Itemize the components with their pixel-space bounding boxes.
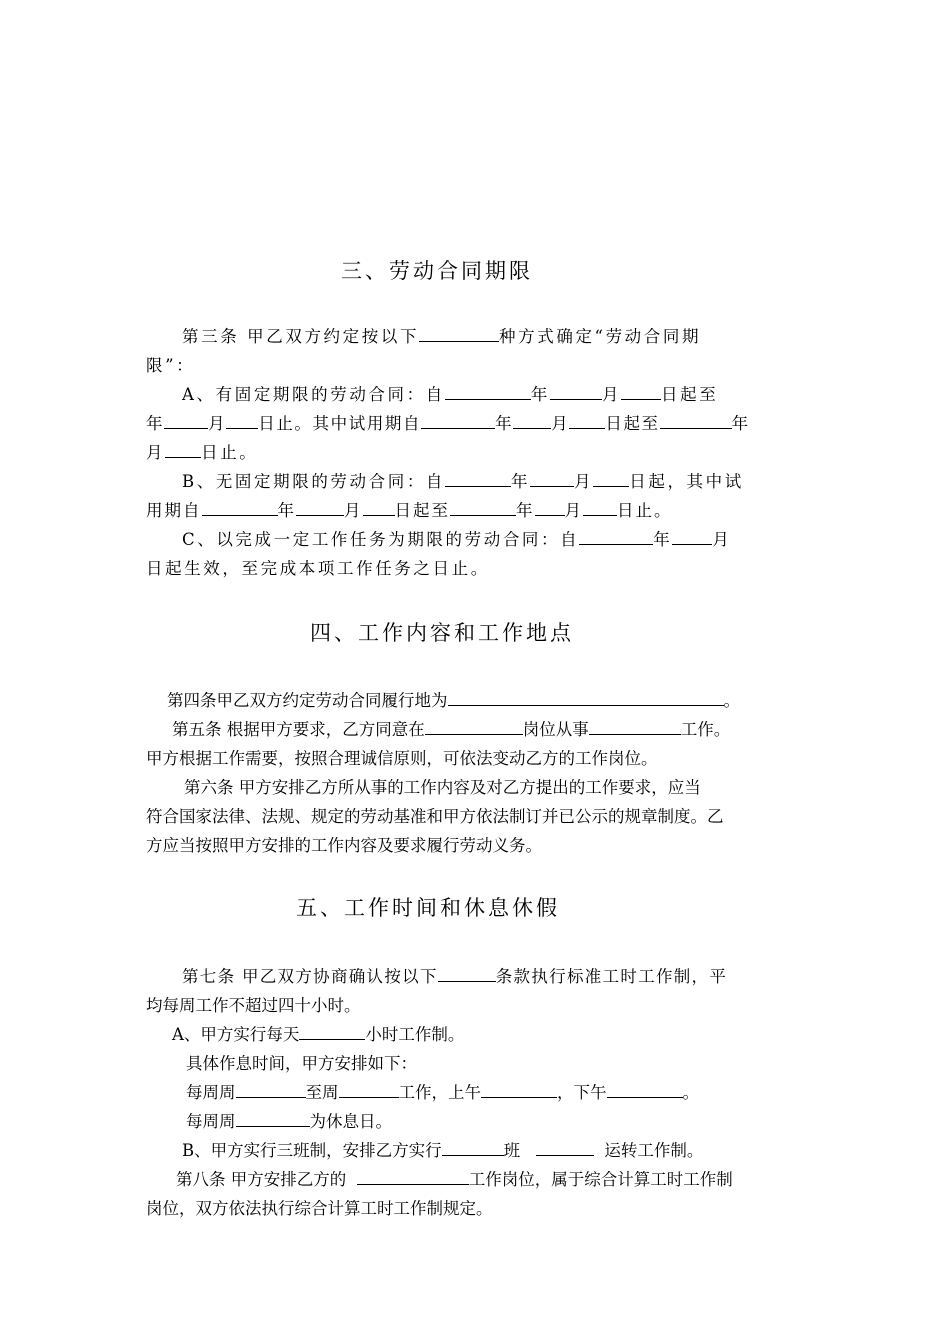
article-8-line-1: 第八条 甲方安排乙方的 工作岗位，属于综合计算工时工作制: [176, 1165, 836, 1194]
blank-position[interactable]: [425, 717, 523, 735]
blank-method[interactable]: [419, 324, 499, 342]
section-3-heading: 三、劳动合同期限: [341, 259, 533, 283]
clause-3c-line-2: 日起生效，至完成本项工作任务之日止。: [146, 559, 490, 578]
blank-year[interactable]: [450, 498, 516, 516]
rest-day-line: 每周周 为休息日。: [186, 1107, 846, 1136]
blank-year[interactable]: [421, 411, 495, 429]
article-6-line-3: 方应当按照甲方安排的工作内容及要求履行劳动义务。: [146, 836, 542, 855]
article-7-line-1: 第七条 甲乙双方协商确认按以下 条款执行标准工时工作制，平: [182, 962, 842, 991]
schedule-line: 每周周 至周 工作，上午 ，下午 。: [186, 1078, 846, 1107]
article-4-line: 第四条甲乙双方约定劳动合同履行地为 。: [167, 686, 827, 715]
blank-day[interactable]: [165, 440, 201, 458]
blank-day[interactable]: [226, 411, 258, 429]
blank-day[interactable]: [621, 382, 661, 400]
blank-shift-count[interactable]: [442, 1138, 504, 1156]
blank-year[interactable]: [579, 527, 653, 545]
clause-7a: A、甲方实行每天 小时工作制。: [172, 1020, 832, 1049]
clause-3b-line-1: B、无固定期限的劳动合同：自 年 月 日起，其中试: [182, 467, 842, 496]
article-5-line-2: 甲方根据工作需要，按照合理诚信原则，可依法变动乙方的工作岗位。: [146, 749, 658, 768]
article-5-line-1: 第五条 根据甲方要求，乙方同意在 岗位从事 工作。: [172, 715, 832, 744]
blank-year[interactable]: [445, 382, 531, 400]
schedule-intro: 具体作息时间，甲方安排如下：: [186, 1054, 417, 1073]
blank-work-location[interactable]: [448, 688, 724, 706]
blank-day[interactable]: [569, 411, 605, 429]
blank-day[interactable]: [593, 469, 629, 487]
blank-post[interactable]: [357, 1167, 469, 1185]
article-6-line-2: 符合国家法律、法规、规定的劳动基准和甲方依法制订并已公示的规章制度。乙: [146, 807, 724, 826]
blank-year[interactable]: [660, 411, 732, 429]
clause-3a-line-1: A、有固定期限的劳动合同：自 年 月 日起至: [182, 380, 842, 409]
blank-clause[interactable]: [438, 964, 496, 982]
clause-3a-line-2: 年 月 日止。其中试用期自 年 月 日起至 年: [146, 409, 806, 438]
blank-month[interactable]: [530, 469, 574, 487]
blank-year[interactable]: [164, 411, 208, 429]
blank-month[interactable]: [550, 382, 602, 400]
blank-month[interactable]: [672, 527, 712, 545]
clause-3c-line-1: C、以完成一定工作任务为期限的劳动合同：自 年 月: [182, 525, 842, 554]
blank-afternoon-hours[interactable]: [607, 1080, 683, 1098]
blank-rest-day[interactable]: [236, 1109, 310, 1127]
clause-7b: B、甲方实行三班制，安排乙方实行 班 运转工作制。: [182, 1136, 842, 1165]
section-4-heading: 四、工作内容和工作地点: [310, 621, 574, 645]
blank-month[interactable]: [535, 498, 565, 516]
article-3-line-2: 限”：: [146, 356, 196, 375]
blank-rotation[interactable]: [536, 1138, 594, 1156]
article-7-line-2: 均每周工作不超过四十小时。: [146, 996, 361, 1015]
clause-3b-line-2: 用期自 年 月 日起至 年 月 日止。: [146, 496, 806, 525]
blank-month[interactable]: [513, 411, 551, 429]
article-8-line-2: 岗位，双方依法执行综合计算工时工作制规定。: [146, 1199, 493, 1218]
blank-month[interactable]: [296, 498, 344, 516]
blank-morning-hours[interactable]: [481, 1080, 557, 1098]
article-3-line-1: 第三条 甲乙双方约定按以下 种方式确定“劳动合同期: [182, 322, 842, 351]
clause-3a-line-3: 月 日止。: [146, 438, 806, 467]
blank-year[interactable]: [202, 498, 278, 516]
section-5-heading: 五、工作时间和休息休假: [296, 896, 560, 920]
article-6-line-1: 第六条 甲方安排乙方所从事的工作内容及对乙方提出的工作要求，应当: [184, 778, 701, 797]
blank-weekday-end[interactable]: [339, 1080, 399, 1098]
blank-day[interactable]: [583, 498, 617, 516]
blank-weekday-start[interactable]: [236, 1080, 306, 1098]
blank-day[interactable]: [363, 498, 395, 516]
blank-year[interactable]: [445, 469, 511, 487]
blank-job[interactable]: [589, 717, 681, 735]
blank-hours[interactable]: [299, 1022, 365, 1040]
